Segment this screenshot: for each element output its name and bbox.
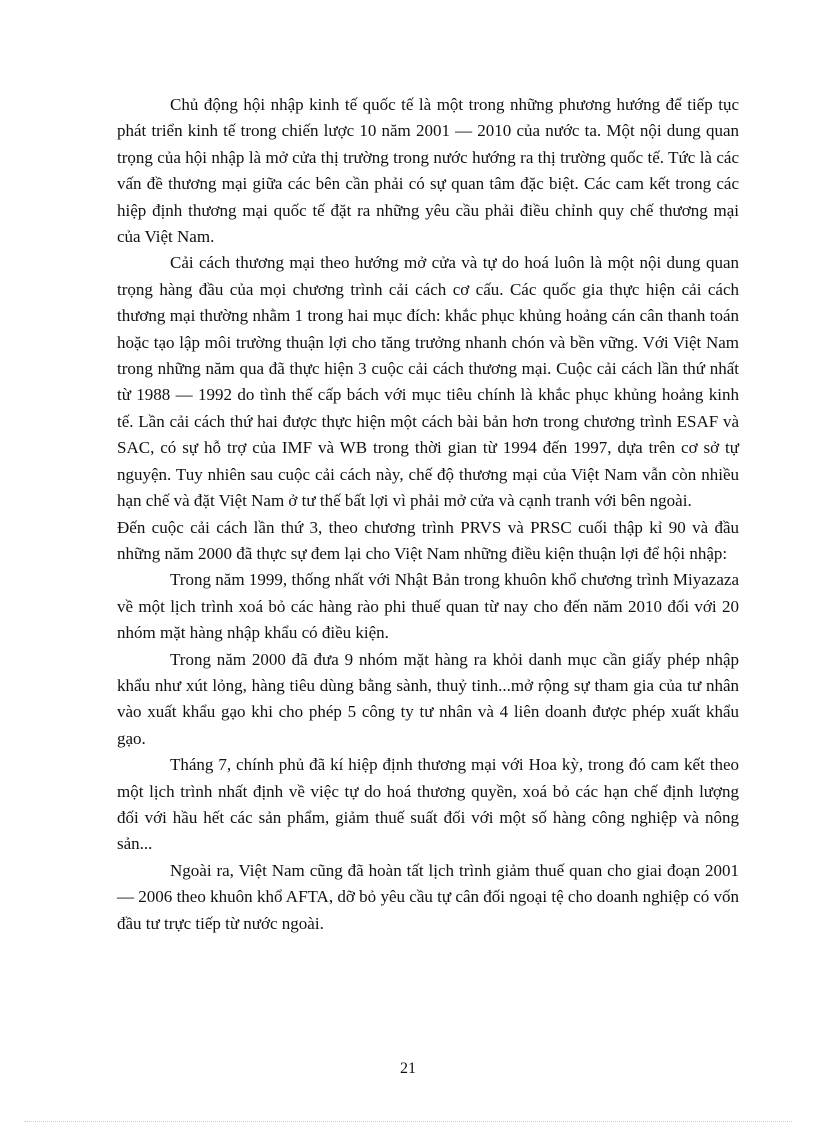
page-number: 21	[400, 1060, 416, 1077]
paragraph-7: Ngoài ra, Việt Nam cũng đã hoàn tất lịch trình giảm thuế quan cho giai đoạn 2001 — 2006 theo khuôn khổ AFTA, dỡ bỏ yêu cầu tự cân đối ngoại tệ cho doanh nghiệp có vốn đầu tư trực tiếp từ nước ngoài.	[117, 860, 739, 933]
page-bottom-divider	[24, 1121, 792, 1122]
paragraph-6: Tháng 7, chính phủ đã kí hiệp định thương mại với Hoa kỳ, trong đó cam kết theo một lịch trình nhất định về việc tự do hoá thương quyền, xoá bỏ các hạn chế định lượng đối với hầu hết các sản phẩm, giảm thuế suất đối với một số hàng công nghiệp và nông sản...	[117, 755, 739, 854]
paragraph-2: Cải cách thương mại theo hướng mở cửa và tự do hoá luôn là một nội dung quan trọng hàng đầu của mọi chương trình cải cách cơ cấu. Các quốc gia thực hiện cải cách thương mại thường nhằm 1 trong hai mục đích: khắc phục khủng hoảng cán cân thanh toán hoặc tạo lập môi trường thuận lợi cho tăng trưởng nhanh chón và bền vững. Với Việt Nam trong những năm qua đã thực hiện 3 cuộc cải cách thương mại. Cuộc cải cách lần thứ nhất từ 1988 — 1992 do tình thế cấp bách với mục tiêu chính là khắc phục khủng hoảng kinh tế. Lần cải cách thứ hai được thực hiện một cách bài bản hơn trong chương trình ESAF và SAC, có sự hỗ trợ của IMF và WB trong thời gian từ 1994 đến 1997, dựa trên cơ sở tự nguyện. Tuy nhiên sau cuộc cải cách này, chế độ thương mại của Việt Nam vẫn còn nhiều hạn chế và đặt Việt Nam ở tư thế bất lợi vì phải mở cửa và cạnh tranh với bên ngoài.	[117, 253, 739, 511]
paragraph-3: Đến cuộc cải cách lần thứ 3, theo chương trình PRVS và PRSC cuối thập kỉ 90 và đầu những năm 2000 đã thực sự đem lại cho Việt Nam những điều kiện thuận lợi để hội nhập:	[117, 517, 739, 563]
paragraph-4: Trong năm 1999, thống nhất với Nhật Bản trong khuôn khổ chương trình Miyazaza về một lịch trình xoá bỏ các hàng rào phi thuế quan từ nay cho đến năm 2010 đối với 20 nhóm mặt hàng nhập khẩu có điều kiện.	[117, 570, 739, 643]
document-body	[117, 92, 739, 937]
paragraph-5: Trong năm 2000 đã đưa 9 nhóm mặt hàng ra khỏi danh mục cần giấy phép nhập khẩu như xút lỏng, hàng tiêu dùng bằng sành, thuỷ tinh...mở rộng sự tham gia của tư nhân vào xuất khẩu gạo khi cho phép 5 công ty tư nhân và 4 liên doanh được phép xuất khẩu gạo.	[117, 649, 739, 748]
paragraph-1: Chủ động hội nhập kinh tế quốc tế là một trong những phương hướng để tiếp tục phát triển kinh tế trong chiến lược 10 năm 2001 — 2010 của nước ta. Một nội dung quan trọng của hội nhập là mở cửa thị trường trong nước hướng ra thị trường quốc tế. Tức là các vấn đề thương mại giữa các bên cần phải có sự quan tâm đặc biệt. Các cam kết trong các hiệp định thương mại quốc tế đặt ra những yêu cầu phải điều chỉnh quy chế thương mại của Việt Nam.	[117, 95, 739, 247]
